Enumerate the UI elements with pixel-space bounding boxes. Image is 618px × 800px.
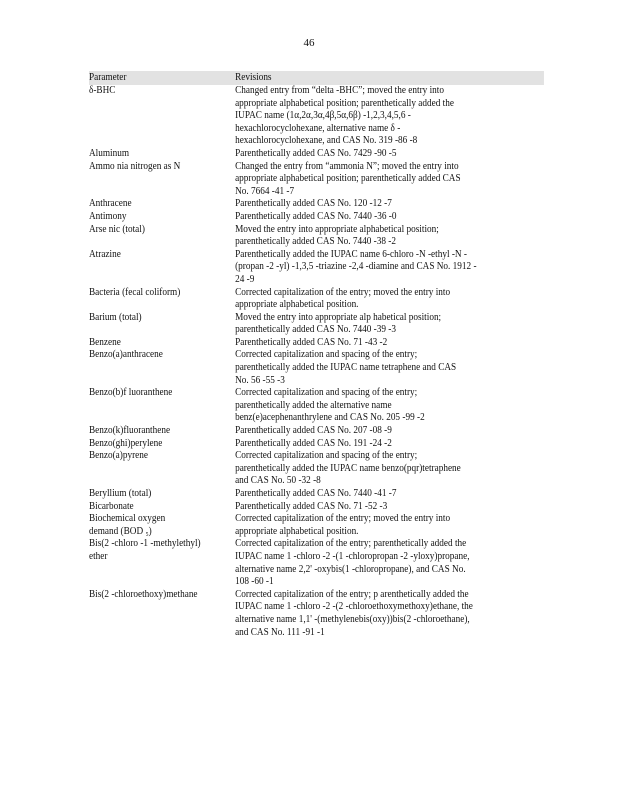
revision-line: benz(e)acephenanthrylene and CAS No. 205 -99 -2 [235,412,425,424]
parameter-cell: Bis(2 -chloroethoxy)methane [89,588,198,600]
table-row [89,513,544,526]
table-row [89,287,544,312]
revision-line: Parenthetically added CAS No. 7440 -41 -7 [235,488,397,499]
table-row [89,538,544,551]
header-parameter: Parameter [89,72,127,83]
table-row [89,438,544,451]
revision-line: parenthetically added CAS No. 7440 -38 -2 [235,236,396,248]
parameter-cell: Beryllium (total) [89,488,152,499]
revision-line: 24 -9 [235,273,255,285]
table-row [89,501,544,514]
revision-line: appropriate alphabetical position; parenthetically added the [235,97,454,109]
revision-line: Parenthetically added CAS No. 7440 -36 -0 [235,210,397,222]
revision-line: appropriate alphabetical position. [235,299,359,311]
revision-line: and CAS No. 111 -91 -1 [235,626,325,638]
parameter-cell: Benzo(ghi)perylene [89,437,163,449]
parameter-cell: Barium (total) [89,311,142,323]
table-row [89,450,544,488]
revision-line: Parenthetically added CAS No. 71 -52 -3 [235,500,388,512]
revision-line: Corrected capitalization and spacing of the entry; [235,450,418,462]
revision-line: No. 56 -55 -3 [235,374,285,386]
revisions-cell [235,337,544,350]
revisions-cell [235,148,544,161]
revision-line: and CAS No. 50 -32 -8 [235,475,321,487]
revision-line: appropriate alphabetical position; parenthetically added CAS [235,173,461,185]
parameter-cell: Benzo(a)anthracene [89,349,163,361]
parameter-cell: Benzo(b)f luoranthene [89,387,173,399]
revisions-cell [235,425,544,438]
revision-line: Corrected capitalization and spacing of the entry; [235,387,418,399]
page-number: 46 [303,37,315,49]
parameter-cell: Anthracene [89,198,132,210]
table-row [89,211,544,224]
revision-line: Parenthetically added CAS No. 191 -24 -2 [235,437,392,449]
table-row [89,387,544,425]
table-row [89,85,544,148]
table-row [89,349,544,387]
parameter-cell: demand (BOD ₅) [89,525,152,537]
revision-line: Parenthetically added CAS No. 207 -08 -9 [235,425,392,437]
revisions-cell [235,488,544,501]
revision-line: Changed entry from “delta -BHC”; moved the entry into [235,85,444,96]
table-row [89,148,544,161]
revision-line: Parenthetically added CAS No. 7429 -90 -5 [235,147,397,159]
revisions-cell [235,438,544,451]
revisions-table [89,71,544,639]
header-revisions: Revisions [235,72,272,83]
revision-line: Parenthetically added CAS No. 120 -12 -7 [235,198,392,210]
revisions-cell [235,513,544,526]
revision-line: Corrected capitalization of the entry; moved the entry into [235,513,451,525]
revision-line: (propan -2 -yl) -1,3,5 -triazine -2,4 -diamine and CAS No. 1912 - [235,261,477,273]
revisions-cell [235,161,544,199]
parameter-cell: Bacteria (fecal coliform) [89,286,181,298]
revision-line: Moved the entry into appropriate alp habetical position; [235,311,442,323]
revisions-cell [235,198,544,211]
parameter-cell: Aluminum [89,147,130,159]
table-body [89,85,544,639]
revision-line: Corrected capitalization of the entry; p arenthetically added the [235,588,469,600]
revisions-cell [235,526,544,539]
revision-line: hexachlorocyclohexane, alternative name δ - [235,122,401,134]
revision-line: IUPAC name (1α,2α,3α,4β,5α,6β) -1,2,3,4,5,6 - [235,110,411,122]
parameter-cell: Atrazine [89,248,121,260]
revisions-cell [235,450,544,488]
table-row [89,337,544,350]
table-row [89,224,544,249]
revision-line: 108 -60 -1 [235,576,274,588]
revisions-cell [235,551,544,589]
revision-line: IUPAC name 1 -chloro -2 -(2 -chloroethoxymethoxy)ethane, the [235,601,473,613]
revision-line: Parenthetically added the IUPAC name 6-chloro -N -ethyl -N - [235,248,467,260]
revision-line: parenthetically added the IUPAC name benzo(pqr)tetraphene [235,462,461,474]
parameter-cell: Bicarbonate [89,500,134,512]
revision-line: Parenthetically added CAS No. 71 -43 -2 [235,336,388,348]
revision-line: alternative name 1,1' -(methylenebis(oxy))bis(2 -chloroethane), [235,613,470,625]
table-row [89,312,544,337]
revisions-cell [235,349,544,387]
revision-line: Corrected capitalization of the entry; parenthetically added the [235,538,467,550]
revision-line: parenthetically added the IUPAC name tetraphene and CAS [235,362,457,374]
revision-line: IUPAC name 1 -chloro -2 -(1 -chloropropan -2 -yloxy)propane, [235,550,470,562]
table-row [89,551,544,589]
revisions-cell [235,287,544,312]
revision-line: hexachlorocyclohexane, and CAS No. 319 -86 -8 [235,135,418,147]
table-row [89,249,544,287]
table-row [89,425,544,438]
revision-line: Corrected capitalization and spacing of the entry; [235,349,418,361]
revisions-cell [235,387,544,425]
revision-line: appropriate alphabetical position. [235,525,359,537]
revision-line: Corrected capitalization of the entry; moved the entry into [235,286,451,298]
parameter-cell: Benzo(a)pyrene [89,450,149,462]
revision-line: Moved the entry into appropriate alphabetical position; [235,223,439,235]
table-row [89,589,544,639]
revisions-cell [235,589,544,639]
revision-line: parenthetically added the alternative name [235,399,392,411]
parameter-cell: Benzo(k)fluoranthene [89,425,171,437]
revision-line: alternative name 2,2' -oxybis(1 -chloropropane), and CAS No. [235,563,466,575]
table-row [89,488,544,501]
parameter-cell: δ-BHC [89,85,116,96]
revisions-cell [235,538,544,551]
parameter-cell: Bis(2 -chloro -1 -methylethyl) [89,538,201,550]
revisions-cell [235,249,544,287]
revisions-cell [235,312,544,337]
parameter-cell: Biochemical oxygen [89,513,166,525]
parameter-cell: Ammo nia nitrogen as N [89,160,181,172]
parameter-cell: Antimony [89,210,127,222]
revision-line: No. 7664 -41 -7 [235,185,295,197]
table-row [89,526,544,539]
table-row [89,161,544,199]
parameter-cell: Arse nic (total) [89,223,145,235]
revision-line: parenthetically added CAS No. 7440 -39 -3 [235,324,396,336]
revisions-cell [235,501,544,514]
table-header [89,71,544,85]
revisions-cell [235,224,544,249]
table-row [89,198,544,211]
revision-line: Changed the entry from “ammonia N”; moved the entry into [235,160,459,172]
parameter-cell: ether [89,550,108,562]
revisions-cell [235,85,544,148]
parameter-cell: Benzene [89,336,121,348]
revisions-cell [235,211,544,224]
